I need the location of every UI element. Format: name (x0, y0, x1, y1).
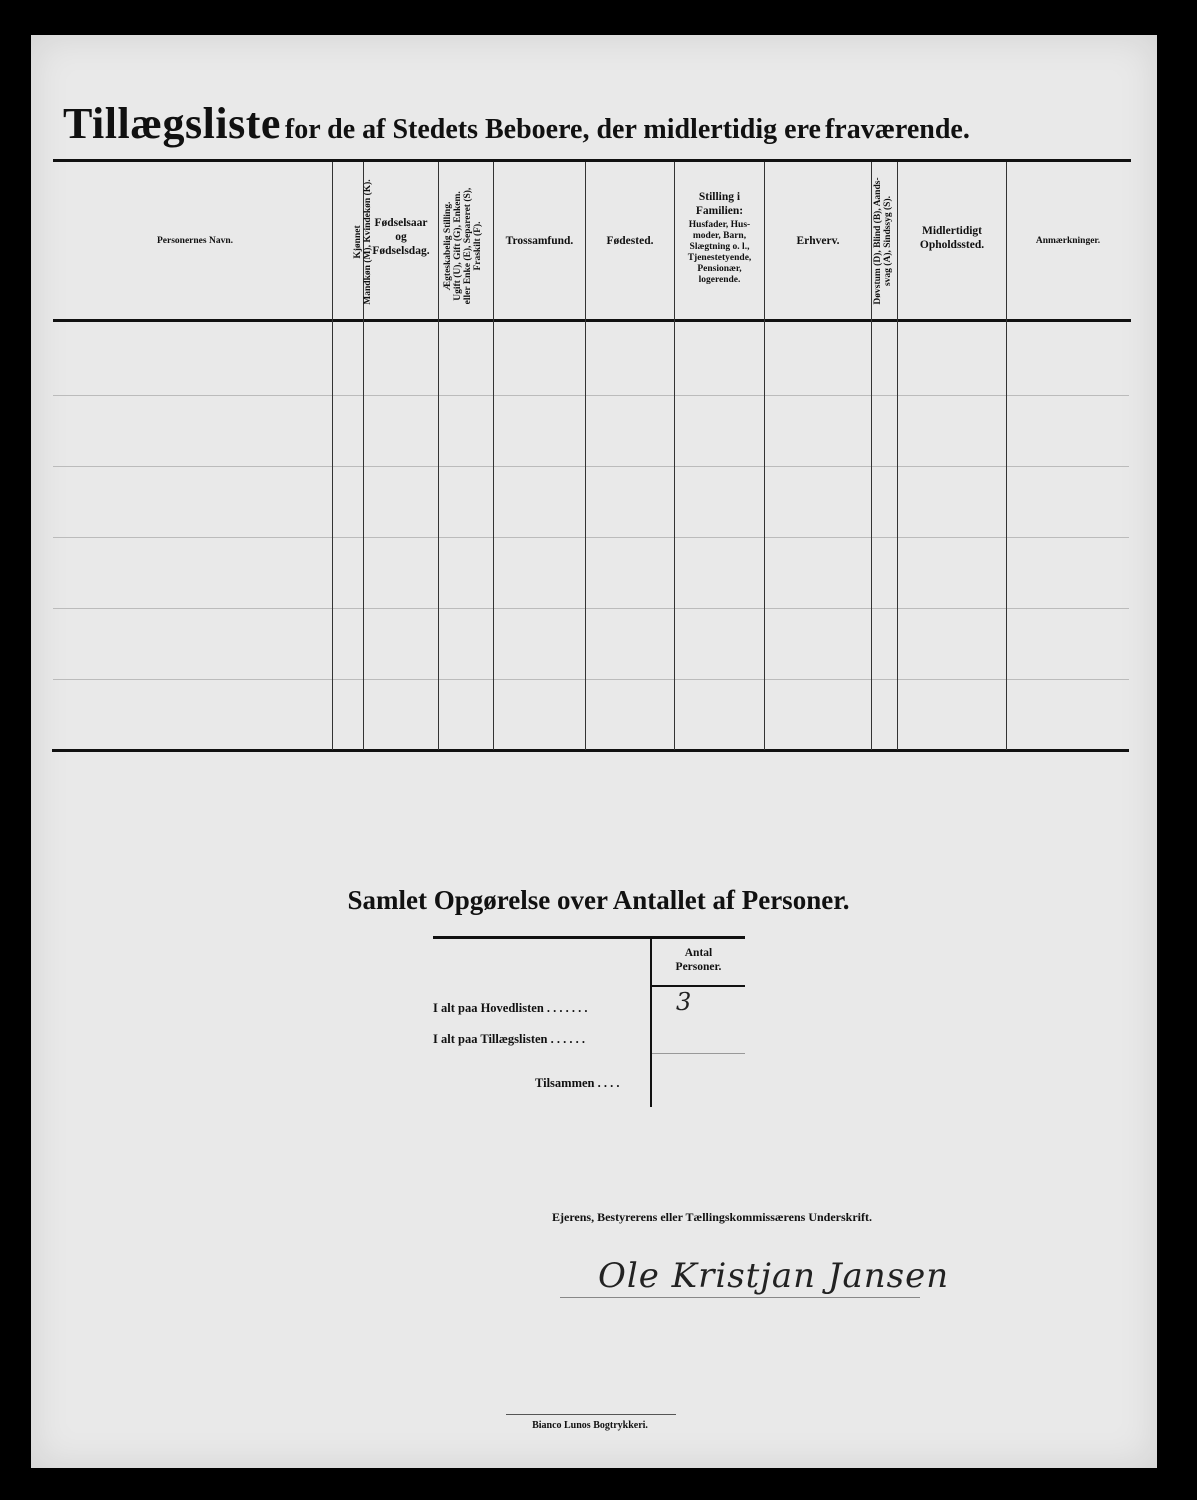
header-personernes-navn: Personernes Navn. (157, 236, 233, 246)
column-divider (585, 162, 586, 750)
header-fodselsaar: Fødselsaar og Fødselsdag. (372, 217, 430, 257)
header-midlertidigt-opholdssted: Midlertidigt Opholdssted. (919, 225, 985, 251)
header-aegteskabelig-stilling: Ægteskabelig Stilling. Ugift (U), Gift (G), Enkem. eller Enke (E), Separeret (S), Fraskilt (F). (443, 187, 483, 305)
table-row (53, 608, 1129, 609)
header-fodested: Fødested. (606, 235, 654, 247)
column-divider (438, 162, 439, 750)
summary-antal-header: Antal Personer. (675, 947, 722, 973)
hovedlisten-count-value: 3 (676, 988, 692, 1016)
title-emphasis: fraværende. (824, 114, 970, 145)
summary-top-rule (433, 936, 745, 939)
column-divider (493, 162, 494, 750)
header-anmaerkninger: Anmærkninger. (1035, 236, 1101, 246)
table-row (53, 466, 1129, 467)
table-bottom-rule (52, 749, 1129, 752)
header-dovstum: Døvstum (D), Blind (B), Aands- svag (A), Sindssyg (S). (873, 177, 893, 305)
column-divider (764, 162, 765, 750)
column-divider (332, 162, 333, 750)
signature-underline (560, 1297, 920, 1298)
title-rest: for de af Stedets Beboere, der midlertidig ere (284, 114, 821, 145)
summary-col-header-rule (652, 985, 745, 987)
summary-tilsammen-label: Tilsammen . . . . (535, 1076, 620, 1090)
header-stilling-i-familien: Stilling i Familien: Husfader, Hus- moder, Barn, Slægtning o. l., Tjenestetyende, Pensionær, logerende. (687, 191, 752, 285)
summary-row-rule (652, 1053, 745, 1054)
printer-imprint: Bianco Lunos Bogtrykkeri. (532, 1420, 648, 1431)
handwritten-signature: Ole Kristjan Jansen (598, 1256, 950, 1296)
summary-tillaegslisten-label: I alt paa Tillægslisten . . . . . . (433, 1032, 585, 1046)
header-erhverv: Erhverv. (796, 235, 840, 247)
table-row (53, 395, 1129, 396)
table-top-rule (53, 159, 1131, 162)
table-row (53, 537, 1129, 538)
table-row (53, 679, 1129, 680)
title-main: Tillægsliste (63, 99, 281, 148)
header-kjonnet: Kjønnet Mandkøn (M), Kvindekøn (K). (353, 179, 373, 305)
table-header-rule (53, 319, 1131, 322)
summary-hovedlisten-label: I alt paa Hovedlisten . . . . . . . (433, 1001, 588, 1015)
header-trossamfund: Trossamfund. (505, 235, 574, 247)
printer-rule (506, 1414, 676, 1415)
column-divider (1006, 162, 1007, 750)
signature-caption: Ejerens, Bestyrerens eller Tællingskommissærens Underskrift. (552, 1210, 872, 1224)
column-divider (871, 162, 872, 750)
form-title (63, 98, 1123, 149)
summary-title: Samlet Opgørelse over Antallet af Personer. (347, 885, 850, 915)
